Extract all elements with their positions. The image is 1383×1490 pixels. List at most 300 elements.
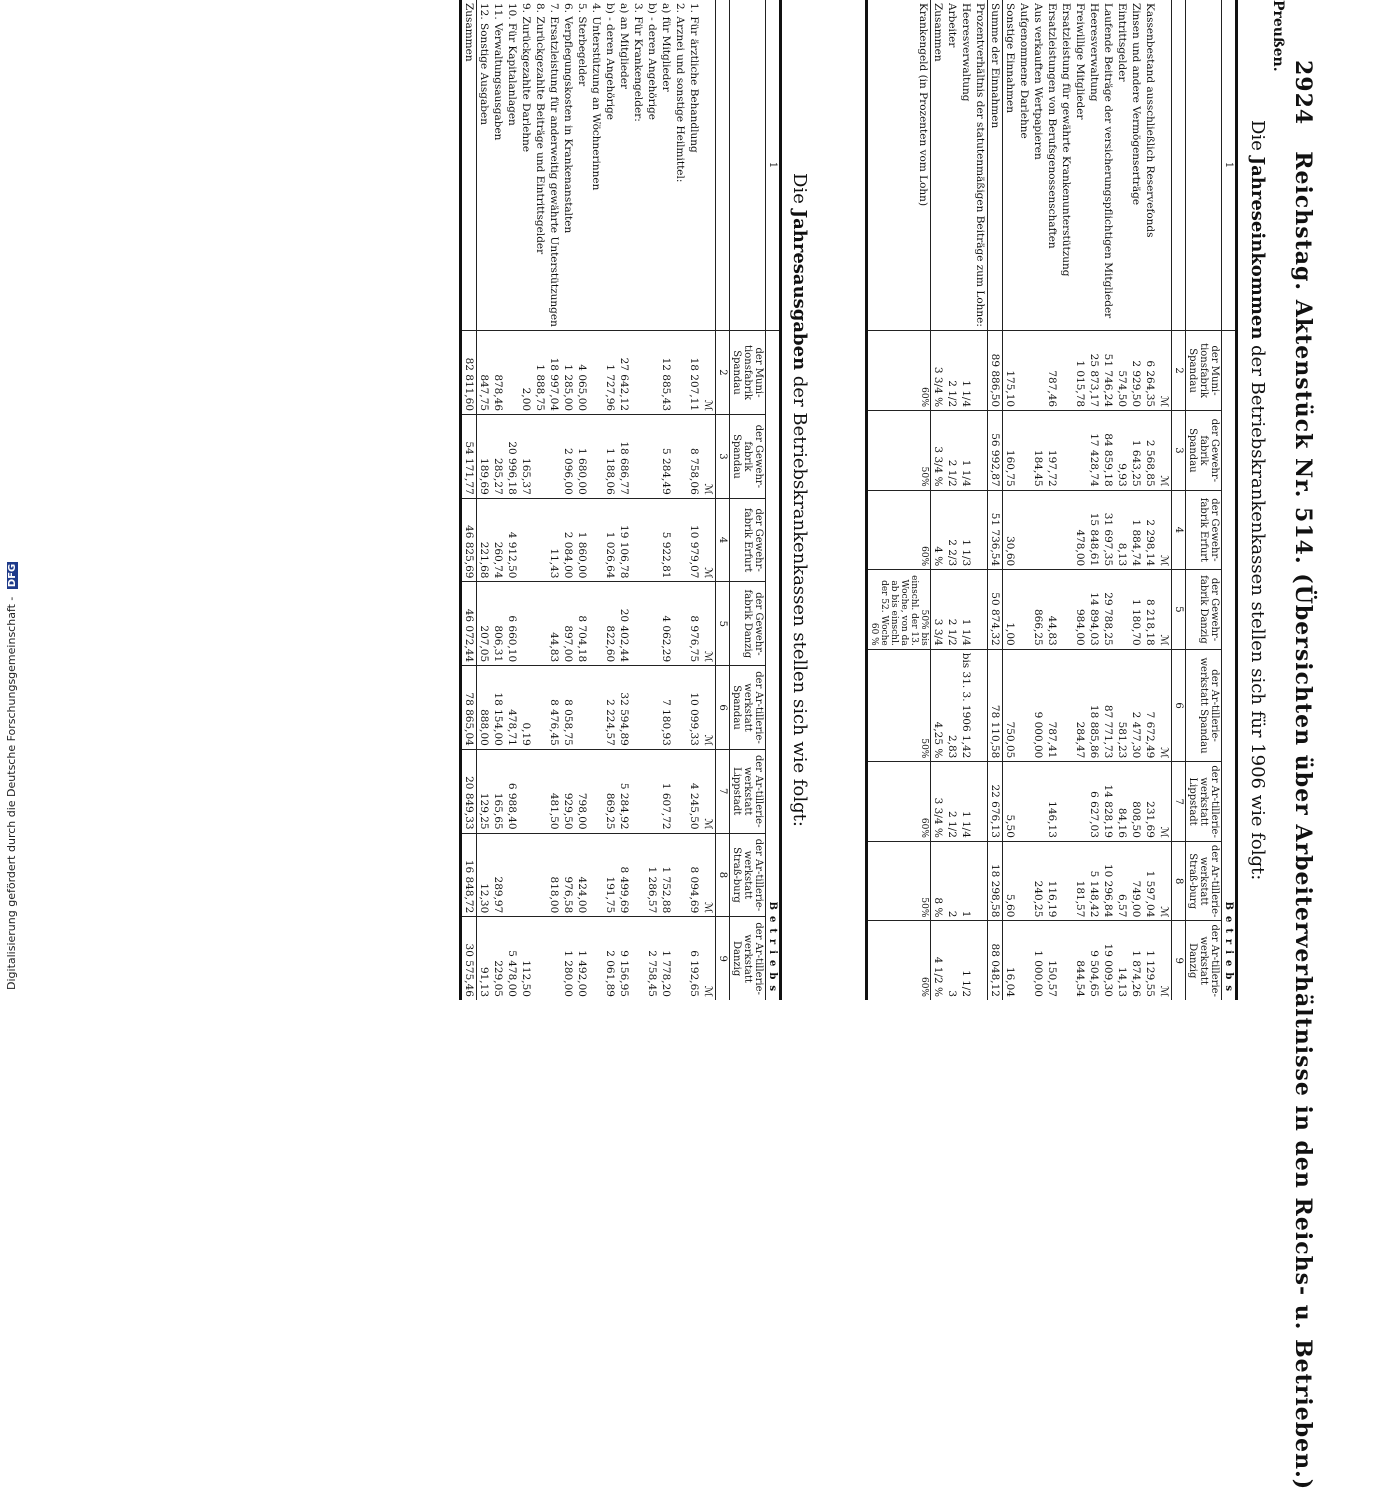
income-sum-cell: 18 298,58 xyxy=(988,841,1003,921)
income-row xyxy=(1031,0,1045,1000)
expenses-row xyxy=(631,0,645,1000)
expenses-sum-cell: 82 811,60 xyxy=(461,330,477,414)
expenses-cell xyxy=(533,666,547,750)
expenses-cell xyxy=(547,917,561,1000)
expenses-cell xyxy=(505,833,519,917)
expenses-cell: 221,68 xyxy=(477,498,492,582)
expenses-unit-row xyxy=(716,0,730,1000)
income-column-number: 4 xyxy=(1172,490,1186,570)
expenses-cell: 878,46 xyxy=(491,330,505,414)
income-row-label: Zinsen und andere Vermögenserträge xyxy=(1130,3,1142,206)
income-title xyxy=(1247,120,1268,880)
expenses-cell xyxy=(533,749,547,833)
income-cell: 87 771,73 xyxy=(1101,649,1115,762)
income-sick-pay-cell: 60% xyxy=(867,330,931,410)
expenses-title xyxy=(789,120,810,880)
income-row xyxy=(1101,0,1115,1000)
income-row xyxy=(1003,0,1018,1000)
expenses-column-number: 2 xyxy=(716,330,730,414)
expenses-title-pre: Die xyxy=(789,173,810,204)
income-cell: 284,47 xyxy=(1073,649,1087,762)
expenses-row-label: 6. Verpflegungskosten in Krankenanstalten xyxy=(562,3,574,234)
income-row-label: Laufende Beiträge der versicherungspflichtigen Mitglieder xyxy=(1102,3,1114,319)
expenses-cell: 8 704,18 xyxy=(575,582,589,666)
income-currency-unit: ℳ xyxy=(1157,570,1172,650)
running-header xyxy=(1290,60,1316,1490)
income-row-label: Aus verkauften Wertpapieren xyxy=(1032,3,1044,160)
income-sum-cell: 56 992,87 xyxy=(988,411,1003,491)
income-sick-pay-cell: 50% xyxy=(867,841,931,921)
expenses-cell xyxy=(673,415,687,499)
income-row xyxy=(1073,0,1087,1000)
income-cell: 8 218,18 xyxy=(1143,570,1157,650)
income-ratio-cell: 2 1/2 xyxy=(945,762,959,842)
income-cell: 5,60 xyxy=(1003,841,1018,921)
expenses-body xyxy=(461,0,702,1000)
expenses-cell: 9 156,95 xyxy=(617,917,631,1000)
income-ratio-heading-cell xyxy=(973,649,988,762)
expenses-sum-cell: 20 849,33 xyxy=(461,749,477,833)
income-ratio-heading-cell xyxy=(973,762,988,842)
income-cell: 150,57 xyxy=(1045,921,1059,1000)
expenses-cell: 2 096,00 xyxy=(561,415,575,499)
income-cell xyxy=(1073,411,1087,491)
expenses-column-name: der Ar-tillerie-werkstatt Danzig xyxy=(730,917,766,1000)
income-cell: 9 000,00 xyxy=(1031,649,1045,762)
income-cell: 181,57 xyxy=(1073,841,1087,921)
expenses-row-label: a) an Mitglieder xyxy=(618,3,630,89)
income-column-number: 2 xyxy=(1172,330,1186,410)
expenses-cell: 0,19 xyxy=(519,666,533,750)
income-column-number: 9 xyxy=(1172,921,1186,1000)
income-cell: 29 788,25 xyxy=(1101,570,1115,650)
income-row-label: Freiwillige Mitglieder xyxy=(1074,3,1086,120)
expenses-cell: 929,50 xyxy=(561,749,575,833)
expenses-cell xyxy=(589,666,603,750)
income-cell: 175,10 xyxy=(1003,330,1018,410)
income-unit-row xyxy=(1172,0,1186,1000)
income-cell: 31 697,35 xyxy=(1101,490,1115,570)
income-column-name: der Gewehr-fabrik Spandau xyxy=(1186,411,1222,491)
income-cell: 9 504,65 xyxy=(1087,921,1101,1000)
income-cell xyxy=(1017,921,1031,1000)
income-row xyxy=(1129,0,1143,1000)
income-cell: 30,60 xyxy=(1003,490,1018,570)
income-row-label: Aufgenommene Darlehne xyxy=(1018,3,1030,139)
expenses-currency-row xyxy=(701,0,716,1000)
expenses-name-spacer xyxy=(730,0,766,330)
expenses-cell: 1 860,00 xyxy=(575,498,589,582)
expenses-cell: 976,58 xyxy=(561,833,575,917)
income-sum-cell: 89 886,50 xyxy=(988,330,1003,410)
expenses-cell xyxy=(673,749,687,833)
income-cell xyxy=(1017,649,1031,762)
expenses-cell: 1 888,75 xyxy=(533,330,547,414)
income-row xyxy=(1017,0,1031,1000)
income-ratio-cell: 2 2/3 xyxy=(945,490,959,570)
income-currency-unit: ℳ xyxy=(1157,649,1172,762)
income-cell: 2 568,85 xyxy=(1143,411,1157,491)
expenses-cell: 12 885,43 xyxy=(659,330,673,414)
expenses-cell: 18 997,04 xyxy=(547,330,561,414)
expenses-cell xyxy=(519,582,533,666)
income-cell: 10 296,84 xyxy=(1101,841,1115,921)
expenses-cell xyxy=(533,833,547,917)
income-cell xyxy=(1017,330,1031,410)
income-sick-pay-row-label: Krankengeld (in Prozenten vom Lohn) xyxy=(867,0,931,330)
state-label: Preußen. xyxy=(1270,0,1286,72)
income-unit-spacer xyxy=(1172,0,1186,330)
expenses-currency-unit: ℳ xyxy=(701,833,716,917)
income-cell: 2 929,50 xyxy=(1129,330,1143,410)
income-cell xyxy=(1045,490,1059,570)
income-ratio-cell: 3 3/4 % xyxy=(931,762,946,842)
income-column-name: der Ar-tillerie-werkstatt Spandau xyxy=(1186,649,1222,762)
income-cell: 1 874,26 xyxy=(1129,921,1143,1000)
expenses-cell: 481,50 xyxy=(547,749,561,833)
expenses-cell xyxy=(589,498,603,582)
expenses-cell: 2 061,89 xyxy=(603,917,617,1000)
expenses-cell xyxy=(589,917,603,1000)
income-sick-pay-cell: 50% bis einschl. der 13. Woche, von da ab bis einschl. der 52. Woche 60 % xyxy=(867,570,931,650)
expenses-label-header: 1 xyxy=(766,0,781,330)
expenses-cell: 424,00 xyxy=(575,833,589,917)
income-cell: 808,50 xyxy=(1129,762,1143,842)
expenses-cell xyxy=(589,330,603,414)
expenses-currency-unit: ℳ xyxy=(701,498,716,582)
expenses-group-header: Betriebs xyxy=(766,330,781,1000)
income-ratio-cell: 2 1/2 xyxy=(945,330,959,410)
expenses-cell xyxy=(645,749,659,833)
income-cell: 1 884,74 xyxy=(1129,490,1143,570)
income-cell: 5 148,42 xyxy=(1087,841,1101,921)
income-cell xyxy=(1031,762,1045,842)
expenses-column-name: der Ar-tillerie-werkstatt Straß-burg xyxy=(730,833,766,917)
income-cell: 6 264,35 xyxy=(1143,330,1157,410)
expenses-cell: 1 727,96 xyxy=(603,330,617,414)
income-sick-pay-cell: 50% xyxy=(867,649,931,762)
income-column-number: 5 xyxy=(1172,570,1186,650)
income-cell: 1 015,78 xyxy=(1073,330,1087,410)
income-row xyxy=(1115,0,1129,1000)
income-cell xyxy=(1017,411,1031,491)
expenses-cell xyxy=(505,330,519,414)
income-cell: 866,25 xyxy=(1031,570,1045,650)
income-cell: 16,04 xyxy=(1003,921,1018,1000)
income-ratio-row-label: Heeresverwaltung xyxy=(960,3,972,102)
income-currency-spacer xyxy=(1157,0,1172,330)
income-ratio-cell: 8 % xyxy=(931,841,946,921)
income-cell xyxy=(1059,330,1073,410)
expenses-column-name: der Gewehr-fabrik Spandau xyxy=(730,415,766,499)
expenses-cell xyxy=(673,330,687,414)
income-ratio-heading-cell xyxy=(973,841,988,921)
expenses-cell: 12,30 xyxy=(477,833,492,917)
expenses-cell xyxy=(645,666,659,750)
income-ratio-cell: 1 xyxy=(959,841,973,921)
income-cell xyxy=(1059,411,1073,491)
dfg-logo: DFG xyxy=(7,563,18,588)
expenses-row-label: 8. Zurückgezahlte Beiträge und Eintrittsgelder xyxy=(534,3,546,255)
expenses-cell: 6 988,40 xyxy=(505,749,519,833)
expenses-column-name: der Gewehr-fabrik Danzig xyxy=(730,582,766,666)
expenses-cell: 8 499,69 xyxy=(617,833,631,917)
expenses-cell: 1 026,64 xyxy=(603,498,617,582)
income-currency-unit: ℳ xyxy=(1157,762,1172,842)
expenses-cell: 5 284,92 xyxy=(617,749,631,833)
expenses-row xyxy=(603,0,617,1000)
income-cell: 1 597,04 xyxy=(1143,841,1157,921)
expenses-currency-unit: ℳ xyxy=(701,582,716,666)
expenses-cell: 11,43 xyxy=(547,498,561,582)
expenses-sum-cell: 30 575,46 xyxy=(461,917,477,1000)
expenses-unit-spacer xyxy=(716,0,730,330)
income-sum-cell: 88 048,12 xyxy=(988,921,1003,1000)
expenses-row xyxy=(519,0,533,1000)
income-cell xyxy=(1059,649,1073,762)
income-ratio-heading-cell xyxy=(973,921,988,1000)
income-row-label: Ersatzleistungen von Berufsgenossenschaften xyxy=(1046,3,1058,249)
income-column-names xyxy=(1186,0,1222,1000)
expenses-row xyxy=(561,0,575,1000)
expenses-cell xyxy=(533,582,547,666)
expenses-cell xyxy=(631,917,645,1000)
income-ratio-heading-cell xyxy=(973,490,988,570)
income-sum-row-label: Summe der Einnahmen xyxy=(988,0,1003,330)
expenses-cell: 2,00 xyxy=(519,330,533,414)
expenses-row xyxy=(477,0,492,1000)
income-cell xyxy=(1017,841,1031,921)
income-column-number: 6 xyxy=(1172,649,1186,762)
expenses-cell xyxy=(631,582,645,666)
income-cell: 15 848,61 xyxy=(1087,490,1101,570)
expenses-cell: 10 099,33 xyxy=(687,666,701,750)
expenses-cell: 91,13 xyxy=(477,917,492,1000)
expenses-row xyxy=(617,0,631,1000)
income-ratio-cell: bis 31. 3. 1906 1,42 xyxy=(959,649,973,762)
expenses-column-number: 5 xyxy=(716,582,730,666)
income-cell xyxy=(1017,762,1031,842)
expenses-cell: 1 188,06 xyxy=(603,415,617,499)
income-name-spacer xyxy=(1186,0,1222,330)
income-column-number: 7 xyxy=(1172,762,1186,842)
expenses-row xyxy=(673,0,687,1000)
income-column-name: der Ar-tillerie-werkstatt Straß-burg xyxy=(1186,841,1222,921)
expenses-cell xyxy=(519,749,533,833)
income-sum-row xyxy=(988,0,1003,1000)
income-cell xyxy=(1115,570,1129,650)
expenses-sum-cell: 46 825,69 xyxy=(461,498,477,582)
income-cell: 1 180,70 xyxy=(1129,570,1143,650)
income-cell: 17 428,74 xyxy=(1087,411,1101,491)
income-row-label: Kassenbestand ausschließlich Reservefonds xyxy=(1144,3,1156,238)
expenses-row-label: 12. Sonstige Ausgaben xyxy=(478,3,490,125)
expenses-cell: 32 594,89 xyxy=(617,666,631,750)
income-cell: 146,13 xyxy=(1045,762,1059,842)
income-cell xyxy=(1073,762,1087,842)
expenses-row-label: 3. Für Krankengelder: xyxy=(632,3,644,122)
income-cell: 478,00 xyxy=(1073,490,1087,570)
expenses-cell xyxy=(631,666,645,750)
expenses-cell xyxy=(645,498,659,582)
income-group-header-row xyxy=(1222,0,1237,1000)
expenses-row xyxy=(687,0,701,1000)
rotated-page xyxy=(30,0,1330,1490)
income-cell: 240,25 xyxy=(1031,841,1045,921)
page-number: 2924 xyxy=(1290,60,1316,126)
expenses-row-label: 5. Sterbegelder xyxy=(576,3,588,87)
income-cell xyxy=(1059,762,1073,842)
income-sick-pay-row xyxy=(867,0,931,1000)
income-ratio-heading-cell xyxy=(973,570,988,650)
income-sum-cell: 50 874,32 xyxy=(988,570,1003,650)
expenses-column-name: der Gewehr-fabrik Erfurt xyxy=(730,498,766,582)
expenses-cell: 5 478,00 xyxy=(505,917,519,1000)
income-cell xyxy=(1031,490,1045,570)
income-currency-unit: ℳ xyxy=(1157,490,1172,570)
expenses-cell xyxy=(645,582,659,666)
income-ratio-cell: 3 3/4 xyxy=(931,570,946,650)
expenses-row xyxy=(659,0,673,1000)
expenses-cell: 18 686,77 xyxy=(617,415,631,499)
income-ratio-heading-row xyxy=(973,0,988,1000)
income-ratio-cell: 4 % xyxy=(931,490,946,570)
expenses-group-header-row xyxy=(766,0,781,1000)
income-label-header: 1 xyxy=(1222,0,1237,330)
expenses-sum-cell: 16 848,72 xyxy=(461,833,477,917)
expenses-cell: 1 680,00 xyxy=(575,415,589,499)
income-ratio-cell: 1 1/4 xyxy=(959,570,973,650)
expenses-column-number: 9 xyxy=(716,917,730,1000)
expenses-sum-row xyxy=(461,0,477,1000)
expenses-currency-unit: ℳ xyxy=(701,749,716,833)
income-ratio-heading-cell xyxy=(973,330,988,410)
expenses-row-label: 9. Zurückgezahlte Darlehne xyxy=(520,3,532,153)
digitization-credit xyxy=(5,562,18,990)
income-cell xyxy=(1017,490,1031,570)
expenses-cell: 285,27 xyxy=(491,415,505,499)
income-ratio-cell: 1 1/4 xyxy=(959,411,973,491)
income-ratio-row-label: Zusammen xyxy=(932,3,944,62)
income-cell: 44,83 xyxy=(1045,570,1059,650)
expenses-cell xyxy=(631,498,645,582)
income-sick-pay-cell: 60% xyxy=(867,490,931,570)
income-cell xyxy=(1059,490,1073,570)
income-sum-cell: 51 736,54 xyxy=(988,490,1003,570)
income-cell: 6 627,03 xyxy=(1087,762,1101,842)
expenses-currency-unit: ℳ xyxy=(701,330,716,414)
income-ratio-cell: 3 3/4 % xyxy=(931,330,946,410)
income-cell: 984,00 xyxy=(1073,570,1087,650)
expenses-cell: 4 245,50 xyxy=(687,749,701,833)
income-group-header: Betriebs xyxy=(1222,330,1237,1000)
expenses-cell xyxy=(673,666,687,750)
income-cell: 787,46 xyxy=(1045,330,1059,410)
income-cell: 14,13 xyxy=(1115,921,1129,1000)
income-cell: 2 298,14 xyxy=(1143,490,1157,570)
expenses-currency-unit: ℳ xyxy=(701,415,716,499)
expenses-cell xyxy=(673,582,687,666)
expenses-title-post: der Betriebskrankenkassen stellen sich wie folgt: xyxy=(789,375,810,827)
income-row-label: Ersatzleistung für gewährte Krankenunterstützung xyxy=(1060,3,1072,277)
expenses-cell: 112,50 xyxy=(519,917,533,1000)
expenses-cell xyxy=(533,498,547,582)
expenses-currency-spacer xyxy=(701,0,716,330)
income-cell: 1 000,00 xyxy=(1031,921,1045,1000)
expenses-currency-unit: ℳ xyxy=(701,917,716,1000)
income-currency-unit: ℳ xyxy=(1157,411,1172,491)
expenses-cell: 6 660,10 xyxy=(505,582,519,666)
expenses-row-label: 4. Unterstützung an Wöchnerinnen xyxy=(590,3,602,191)
income-ratio-cell: 1 1/2 xyxy=(959,921,973,1000)
expenses-column-name: der Ar-tillerie-werkstatt Lippstadt xyxy=(730,749,766,833)
expenses-cell xyxy=(673,498,687,582)
income-column-name: der Ar-tillerie-werkstatt Danzig xyxy=(1186,921,1222,1000)
income-ratio-cell: 4,25 % xyxy=(931,649,946,762)
credit-text: Digitalisierung gefördert durch die Deutsche Forschungsgemeinschaft - xyxy=(5,596,18,990)
expenses-cell: 1 285,00 xyxy=(561,330,575,414)
income-cell: 51 746,24 xyxy=(1101,330,1115,410)
income-cell xyxy=(1059,841,1073,921)
income-cell: 19 009,30 xyxy=(1101,921,1115,1000)
expenses-row-label: 7. Ersatzleistung für anderweitig gewährte Unterstützungen xyxy=(548,3,560,327)
income-ratio-row xyxy=(945,0,959,1000)
income-cell: 84 859,18 xyxy=(1101,411,1115,491)
income-table xyxy=(865,0,1238,1000)
expenses-cell: 8 976,75 xyxy=(687,582,701,666)
expenses-cell: 4 065,00 xyxy=(575,330,589,414)
income-cell: 116,19 xyxy=(1045,841,1059,921)
income-ratio-cell: 2 1/2 xyxy=(945,570,959,650)
expenses-row xyxy=(589,0,603,1000)
expenses-row-label: b) - deren Angehörige xyxy=(646,3,658,120)
expenses-cell: 822,60 xyxy=(603,582,617,666)
income-cell xyxy=(1059,921,1073,1000)
expenses-row-label: 1. Für ärztliche Behandlung xyxy=(688,3,700,153)
expenses-title-bold: Jahresausgaben xyxy=(789,209,810,371)
expenses-row-label: 2. Arznei und sonstige Heilmittel: xyxy=(674,3,686,183)
running-title: Reichstag. Aktenstück Nr. 514. (Übersichten über Arbeiterverhältnisse in den Reichs- u. Betrieben.) xyxy=(1290,151,1316,1490)
income-column-number: 8 xyxy=(1172,841,1186,921)
income-cell: 7 672,49 xyxy=(1143,649,1157,762)
expenses-column-name: der Ar-tillerie-werkstatt Spandau xyxy=(730,666,766,750)
expenses-cell: 847,75 xyxy=(477,330,492,414)
expenses-cell: 8 058,75 xyxy=(561,666,575,750)
income-cell: 6,57 xyxy=(1115,841,1129,921)
expenses-cell: 818,00 xyxy=(547,833,561,917)
expenses-column-name: der Muni-tionsfabrik Spandau xyxy=(730,330,766,414)
expenses-cell: 1 752,88 xyxy=(659,833,673,917)
income-currency-row xyxy=(1157,0,1172,1000)
expenses-cell: 2 758,45 xyxy=(645,917,659,1000)
income-ratio-cell: 2,83 xyxy=(945,649,959,762)
income-ratio-heading-cell xyxy=(973,411,988,491)
expenses-row xyxy=(575,0,589,1000)
expenses-cell: 5 284,49 xyxy=(659,415,673,499)
income-ratio-heading-row-label: Prozentverhältnis der statutenmäßigen Beiträge zum Lohne: xyxy=(973,0,988,330)
expenses-row-label: 10. Für Kapitalanlagen xyxy=(506,3,518,126)
expenses-cell: 18 154,00 xyxy=(491,666,505,750)
income-cell: 1 643,25 xyxy=(1129,411,1143,491)
expenses-sum-cell: 78 865,04 xyxy=(461,666,477,750)
expenses-cell: 27 642,12 xyxy=(617,330,631,414)
income-sum-cell: 78 110,58 xyxy=(988,649,1003,762)
expenses-cell xyxy=(589,749,603,833)
income-ratio-cell: 2 1/2 xyxy=(945,411,959,491)
expenses-table xyxy=(459,0,782,1000)
income-column-name: der Gewehr-fabrik Erfurt xyxy=(1186,490,1222,570)
income-cell: 581,23 xyxy=(1115,649,1129,762)
